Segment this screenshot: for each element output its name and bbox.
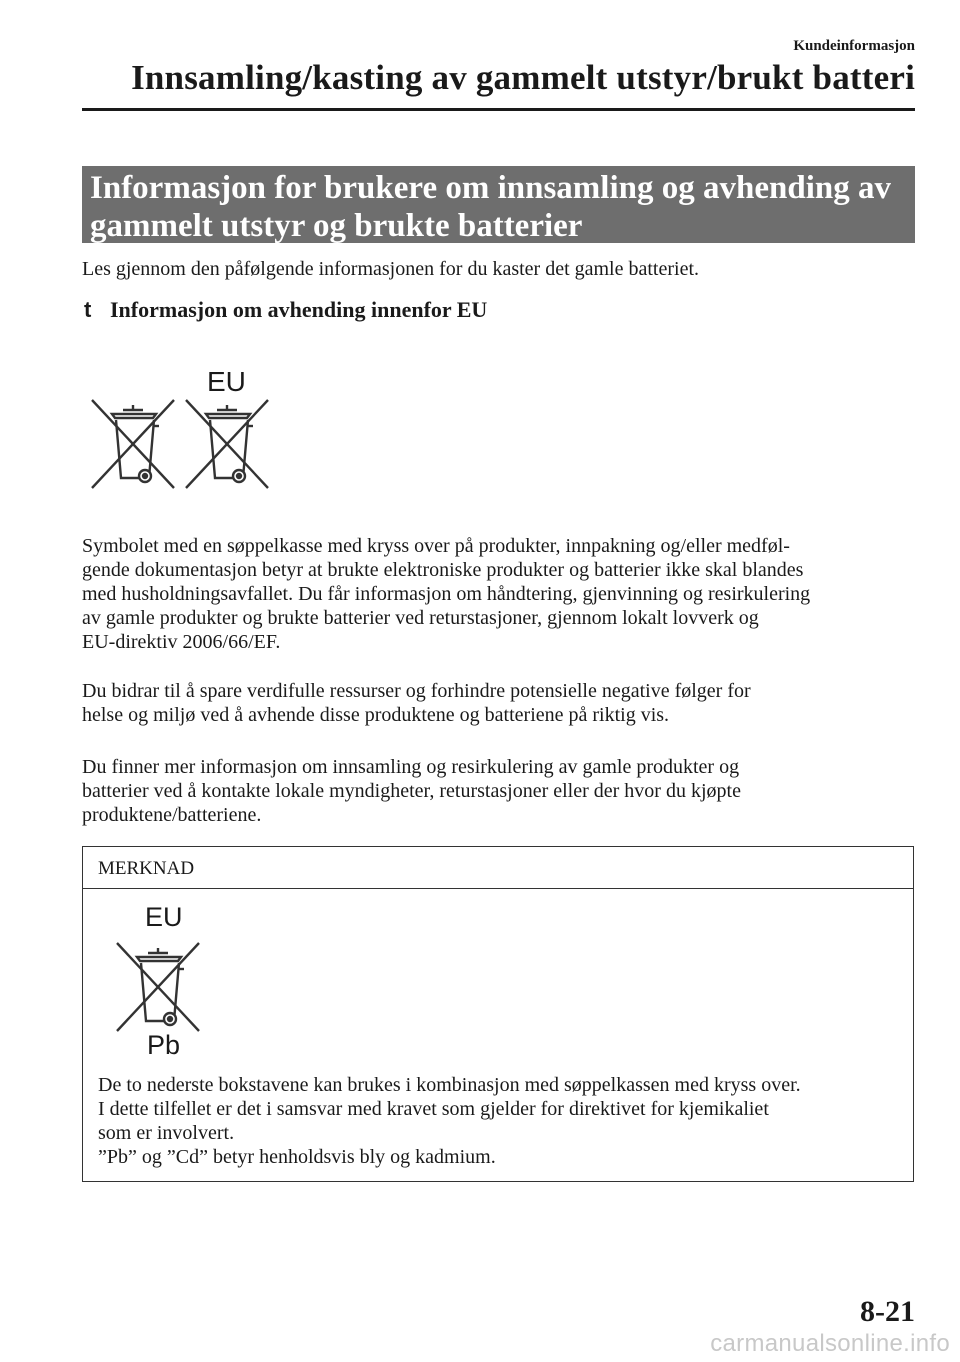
page-title: Innsamling/kasting av gammelt utstyr/brukt batteri [131, 58, 915, 97]
section-banner [82, 166, 915, 243]
note-box [82, 846, 914, 1182]
paragraph-resources [82, 679, 922, 727]
text-line: helse og miljø ved å avhende disse produktene og batteriene på riktig vis. [82, 704, 670, 726]
text-line: produktene/batteriene. [82, 804, 262, 826]
crossed-out-wheelie-bin-icon [88, 396, 273, 492]
watermark: carmanualsonline.info [710, 1330, 950, 1357]
eu-label: EU [207, 366, 246, 397]
text-line: De to nederste bokstavene kan brukes i kombinasjon med søppelkassen med kryss over. [98, 1074, 801, 1096]
wheelie-bin-icon-2 [186, 400, 268, 488]
text-line: som er involvert. [98, 1122, 235, 1144]
text-line: gende dokumentasjon betyr at brukte elektroniske produkter og batterier ikke skal blandes [82, 559, 804, 581]
subsection-heading: Informasjon om avhending innenfor EU [110, 297, 488, 322]
text-line: Du bidrar til å spare verdifulle ressurser og forhindre potensielle negative følger for [82, 680, 751, 702]
note-pb-label: Pb [147, 1030, 181, 1060]
text-line: EU-direktiv 2006/66/EF. [82, 631, 281, 653]
page-number: 8-21 [860, 1295, 915, 1328]
intro-text: Les gjennom den påfølgende informasjonen for du kaster det gamle batteriet. [82, 258, 700, 280]
paragraph-symbol-meaning [82, 534, 922, 654]
text-line: av gamle produkter og brukte batterier ved returstasjoner, gjennom lokalt lovverk og [82, 607, 759, 629]
text-line: batterier ved å kontakte lokale myndigheter, returstasjoner eller der hvor du kjøpte [82, 780, 741, 802]
title-divider [82, 108, 915, 111]
banner-line-1: Informasjon for brukere om innsamling og avhending av [90, 170, 891, 206]
text-line: med husholdningsavfallet. Du får informasjon om håndtering, gjenvinning og resirkulering [82, 583, 811, 605]
chapter-label: Kundeinformasjon [793, 38, 915, 54]
note-heading: MERKNAD [83, 847, 913, 889]
paragraph-more-info [82, 755, 922, 827]
text-line: ”Pb” og ”Cd” betyr henholdsvis bly og kadmium. [98, 1146, 496, 1168]
wheelie-bin-icon-1 [92, 400, 174, 488]
note-text [98, 1073, 908, 1169]
note-eu-label: EU [145, 902, 183, 932]
text-line: Du finner mer informasjon om innsamling og resirkulering av gamle produkter og [82, 756, 740, 778]
crossed-out-wheelie-bin-icon [113, 939, 205, 1035]
text-line: Symbolet med en søppelkasse med kryss over på produkter, innpakning og/eller medføl- [82, 535, 790, 557]
text-line: I dette tilfellet er det i samsvar med kravet som gjelder for direktivet for kjemikaliet [98, 1098, 769, 1120]
subsection-marker: t [84, 297, 92, 322]
banner-line-2: gammelt utstyr og brukte batterier [90, 208, 583, 244]
